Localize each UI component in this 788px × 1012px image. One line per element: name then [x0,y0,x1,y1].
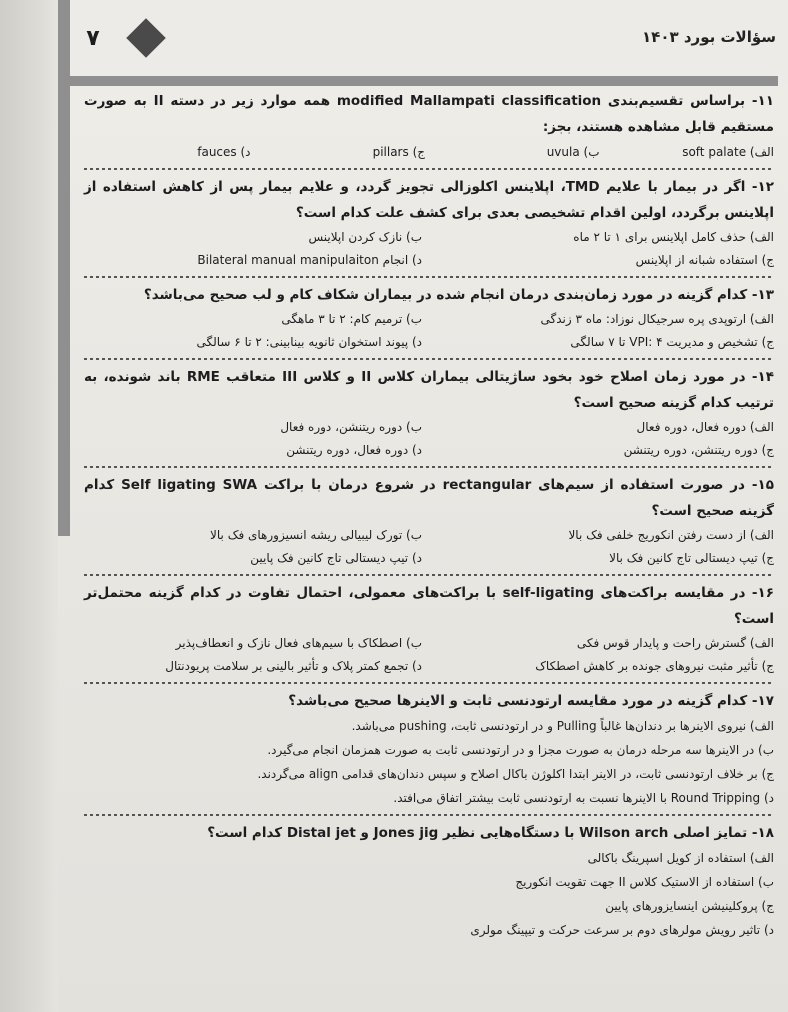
option-c: ج) تأثیر مثبت نیروهای جونده بر کاهش اصطکاک [535,659,774,673]
dotted-divider [84,466,774,468]
option-d: د) تاثیر رویش مولرهای دوم بر سرعت حرکت و تیپینگ مولری [470,923,774,937]
question-17 [84,688,774,810]
option-c: ج) pillars [372,145,425,159]
question-text: ۱۸- تمایز اصلی Wilson arch با دستگاه‌هایی نظیر Jones jig و Distal jet کدام است؟ [207,825,774,841]
option-b: ب) تورک لیبیالی ریشه انسیزورهای فک بالا [210,528,422,542]
options [84,308,774,354]
option-c: ج) استفاده شبانه از اپلاینس [635,253,774,267]
options [84,714,774,810]
option-a: الف) soft palate [682,145,774,159]
options [84,632,774,678]
question-text: ۱۱- براساس تقسیم‌بندی modified Mallampati classification همه موارد زیر در دسته II به صورت مستقیم قابل مشاهده هستند، بجز: [84,93,774,135]
question-text: ۱۳- کدام گزینه در مورد زمان‌بندی درمان انجام شده در بیماران شکاف کام و لب صحیح می‌باشد؟ [143,287,774,303]
question-11 [84,88,774,164]
option-a: الف) حذف کامل اپلاینس برای ۱ تا ۲ ماه [573,230,774,244]
options [84,416,774,462]
question-16 [84,580,774,678]
option-a: الف) نیروی الاینرها بر دندان‌ها غالباً Pulling و در ارتودنسی ثابت، pushing می‌باشد. [351,719,774,733]
dotted-divider [84,276,774,278]
dotted-divider [84,168,774,170]
option-a: الف) از دست رفتن انکوریج خلفی فک بالا [568,528,774,542]
question-text: ۱۲- اگر در بیمار با علایم TMD، اپلاینس اکلوزالی تجویز گردد، و علایم بیمار پس از کاهش استفاده از اپلاینس برگردد، اولین اقدام تشخیصی بعدی برای کشف علت کدام است؟ [84,179,774,221]
question-text: ۱۴- در مورد زمان اصلاح خود بخود ساژیتالی بیماران کلاس II و کلاس III متعاقب RME باند شونده، به ترتیب کدام گزینه صحیح است؟ [84,369,774,411]
question-12 [84,174,774,272]
question-14 [84,364,774,462]
option-d: د) تیپ دیستالی تاج کانین فک پایین [250,551,422,565]
margin-rule-vertical [58,76,70,536]
options [84,226,774,272]
option-d: د) انجام Bilateral manual manipulaiton [197,253,422,267]
question-13 [84,282,774,354]
option-b: ب) uvula [546,145,600,159]
question-text: ۱۶- در مقایسه براکت‌های self-ligating با براکت‌های معمولی، احتمال تفاوت در کدام گزینه محتمل‌تر است؟ [84,585,775,627]
option-b: ب) اصطکاک با سیم‌های فعال نازک و انعطاف‌پذیر [175,636,422,650]
option-c: ج) تیپ دیستالی تاج کانین فک بالا [609,551,774,565]
option-b: ب) استفاده از الاستیک کلاس II جهت تقویت انکوریج [515,875,774,889]
option-a: الف) دوره فعال، دوره فعال [636,420,774,434]
header-rule-horizontal [58,76,778,86]
dotted-divider [84,682,774,684]
option-c: ج) بر خلاف ارتودنسی ثابت، در الاینر ابتدا اکلوژن باکال اصلاح و سپس دندان‌های قدامی align می‌گردند. [257,767,774,781]
dotted-divider [84,574,774,576]
option-b: ب) نازک کردن اپلاینس [308,230,422,244]
option-a: الف) گسترش راحت و پایدار قوس فکی [576,636,774,650]
options [84,846,774,942]
header-rule-vertical [58,0,70,88]
option-c: ج) تشخیص و مدیریت VPI: ۴ تا ۷ سالگی [570,335,774,349]
option-d: د) Round Tripping با الاینرها نسبت به ارتودنسی ثابت بیشتر اتفاق می‌افتد. [393,791,774,805]
option-c: ج) پروکلینیشن اینسایزورهای پایین [605,899,774,913]
page-gutter [0,0,58,1012]
option-a: الف) استفاده از کویل اسپرینگ باکالی [587,851,774,865]
option-a: الف) ارتوپدی پره سرجیکال نوزاد: ماه ۳ زندگی [540,312,774,326]
question-list [84,88,774,946]
question-text: ۱۵- در صورت استفاده از سیم‌های rectangular در شروع درمان با براکت Self ligating SWA کدام گزینه صحیح است؟ [84,477,774,519]
question-text: ۱۷- کدام گزینه در مورد مقایسه ارتودنسی ثابت و الاینرها صحیح می‌باشد؟ [288,693,774,709]
options [84,140,774,164]
dotted-divider [84,814,774,816]
option-d: د) پیوند استخوان ثانویه بینابینی: ۲ تا ۶ سالگی [196,335,422,349]
option-c: ج) دوره ریتنشن، دوره ریتنشن [623,443,774,457]
option-d: د) دوره فعال، دوره ریتنشن [286,443,422,457]
option-d: د) fauces [197,145,251,159]
option-b: ب) دوره ریتنشن، دوره فعال [280,420,422,434]
question-15 [84,472,774,570]
page-number: ۷ [86,26,100,51]
options [84,524,774,570]
option-b: ب) ترمیم کام: ۲ تا ۳ ماهگی [281,312,422,326]
dotted-divider [84,358,774,360]
running-header-title: سؤالات بورد ۱۴۰۳ [642,28,776,46]
question-18 [84,820,774,942]
option-d: د) تجمع کمتر پلاک و تأثیر بالینی بر سلامت پریودنتال [165,659,422,673]
option-b: ب) در الاینرها سه مرحله درمان به صورت مجزا و در ارتودنسی ثابت به صورت همزمان انجام می‌گیرد. [267,743,774,757]
